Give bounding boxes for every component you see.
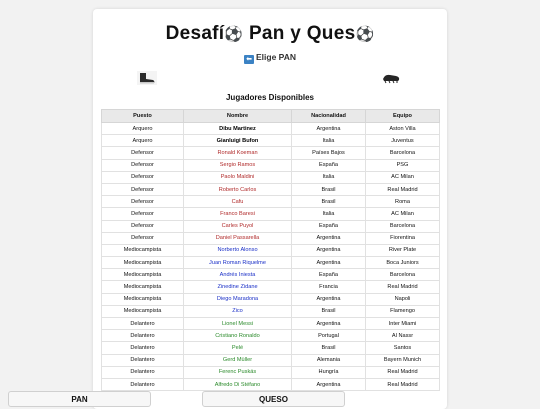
player-name: Ferenc Puskás [184,366,292,378]
player-team: AC Milan [366,171,440,183]
player-team: Al Nassr [366,330,440,342]
player-row[interactable] [102,183,440,195]
player-row[interactable] [102,196,440,208]
player-row[interactable] [102,305,440,317]
player-row[interactable] [102,342,440,354]
player-team: Barcelona [366,147,440,159]
turn-indicator [93,52,447,64]
player-team: Barcelona [366,269,440,281]
player-nationality: Argentina [292,232,366,244]
player-row[interactable] [102,220,440,232]
column-header-puesto: Puesto [102,110,184,123]
player-nationality: Argentina [292,293,366,305]
player-name: Norberto Alonso [184,244,292,256]
player-position: Delantero [102,342,184,354]
player-name: Sergio Ramos [184,159,292,171]
player-name: Zinedine Zidane [184,281,292,293]
title-part-mid: Pan y Ques [243,23,356,44]
player-team: Napoli [366,293,440,305]
column-header-nacionalidad: Nacionalidad [292,110,366,123]
player-position: Delantero [102,318,184,330]
player-team: Roma [366,196,440,208]
player-team: Real Madrid [366,366,440,378]
player-row[interactable] [102,330,440,342]
player-position: Defensor [102,196,184,208]
player-team: Flamengo [366,305,440,317]
player-row[interactable] [102,208,440,220]
column-header-equipo: Equipo [366,110,440,123]
player-name: Gianluigi Bufon [184,135,292,147]
table-header-row [102,110,440,123]
player-team: AC Milan [366,208,440,220]
player-nationality: Portugal [292,330,366,342]
page-title [93,23,447,45]
player-row[interactable] [102,269,440,281]
player-row[interactable] [102,354,440,366]
player-position: Mediocampista [102,269,184,281]
player-position: Defensor [102,232,184,244]
player-team: Santos [366,342,440,354]
player-nationality: Francia [292,281,366,293]
player-position: Delantero [102,366,184,378]
player-row[interactable] [102,244,440,256]
player-position: Arquero [102,123,184,135]
queso-button[interactable]: QUESO [202,391,345,407]
left-arrow-icon: ⬅ [244,55,254,64]
player-nationality: España [292,220,366,232]
player-name: Alfredo Di Stéfano [184,378,292,390]
player-nationality: Argentina [292,257,366,269]
player-team: Real Madrid [366,378,440,390]
player-team: Bayern Munich [366,354,440,366]
player-position: Defensor [102,147,184,159]
player-row[interactable] [102,147,440,159]
cleat-icon [381,71,401,85]
player-nationality: Italia [292,171,366,183]
player-nationality: Brasil [292,342,366,354]
player-nationality: Italia [292,208,366,220]
column-header-nombre: Nombre [184,110,292,123]
section-title: Jugadores Disponibles [225,93,315,102]
player-row[interactable] [102,159,440,171]
player-name: Ronald Koeman [184,147,292,159]
player-team: River Plate [366,244,440,256]
player-position: Mediocampista [102,281,184,293]
player-name: Franco Baresi [184,208,292,220]
title-part-left: Desafí [165,23,225,44]
player-position: Delantero [102,330,184,342]
player-team: Aston Villa [366,123,440,135]
player-name: Pelé [184,342,292,354]
player-row[interactable] [102,378,440,390]
player-nationality: Italia [292,135,366,147]
player-row[interactable] [102,123,440,135]
players-table [101,109,439,391]
boot-icon [137,71,157,85]
player-row[interactable] [102,232,440,244]
game-card [93,9,447,409]
player-team: Fiorentina [366,232,440,244]
player-name: Gerd Müller [184,354,292,366]
player-name: Lionel Messi [184,318,292,330]
player-name: Zico [184,305,292,317]
player-nationality: Argentina [292,244,366,256]
player-name: Cafu [184,196,292,208]
player-nationality: España [292,269,366,281]
player-nationality: Países Bajos [292,147,366,159]
player-row[interactable] [102,281,440,293]
player-name: Diego Maradona [184,293,292,305]
player-row[interactable] [102,135,440,147]
player-name: Dibu Martinez [184,123,292,135]
player-position: Delantero [102,378,184,390]
player-team: Barcelona [366,220,440,232]
player-nationality: Hungría [292,366,366,378]
player-name: Cristiano Ronaldo [184,330,292,342]
pan-button[interactable]: PAN [8,391,151,407]
soccer-ball-icon: ⚽ [224,26,244,43]
player-position: Defensor [102,220,184,232]
player-name: Roberto Carlos [184,183,292,195]
player-row[interactable] [102,171,440,183]
player-name: Paolo Maldini [184,171,292,183]
player-team: Real Madrid [366,281,440,293]
player-name: Juan Roman Riquelme [184,257,292,269]
player-name: Carles Puyol [184,220,292,232]
turn-label: Elige PAN [256,52,296,62]
player-team: Juventus [366,135,440,147]
player-name: Daniel Passarella [184,232,292,244]
player-nationality: Argentina [292,123,366,135]
player-nationality: Brasil [292,196,366,208]
player-name: Andrés Iniesta [184,269,292,281]
player-position: Defensor [102,171,184,183]
player-row[interactable] [102,257,440,269]
player-row[interactable] [102,293,440,305]
player-team: Boca Juniors [366,257,440,269]
player-position: Mediocampista [102,257,184,269]
player-nationality: Argentina [292,318,366,330]
player-row[interactable] [102,366,440,378]
player-team: PSG [366,159,440,171]
player-nationality: Alemania [292,354,366,366]
player-team: Inter Miami [366,318,440,330]
player-position: Mediocampista [102,244,184,256]
player-nationality: Argentina [292,378,366,390]
player-position: Defensor [102,159,184,171]
player-position: Mediocampista [102,293,184,305]
player-position: Mediocampista [102,305,184,317]
player-nationality: Brasil [292,305,366,317]
player-row[interactable] [102,318,440,330]
soccer-ball-icon: ⚽ [355,26,375,43]
player-position: Arquero [102,135,184,147]
player-team: Real Madrid [366,183,440,195]
player-position: Defensor [102,208,184,220]
player-nationality: España [292,159,366,171]
player-position: Defensor [102,183,184,195]
player-nationality: Brasil [292,183,366,195]
player-position: Delantero [102,354,184,366]
